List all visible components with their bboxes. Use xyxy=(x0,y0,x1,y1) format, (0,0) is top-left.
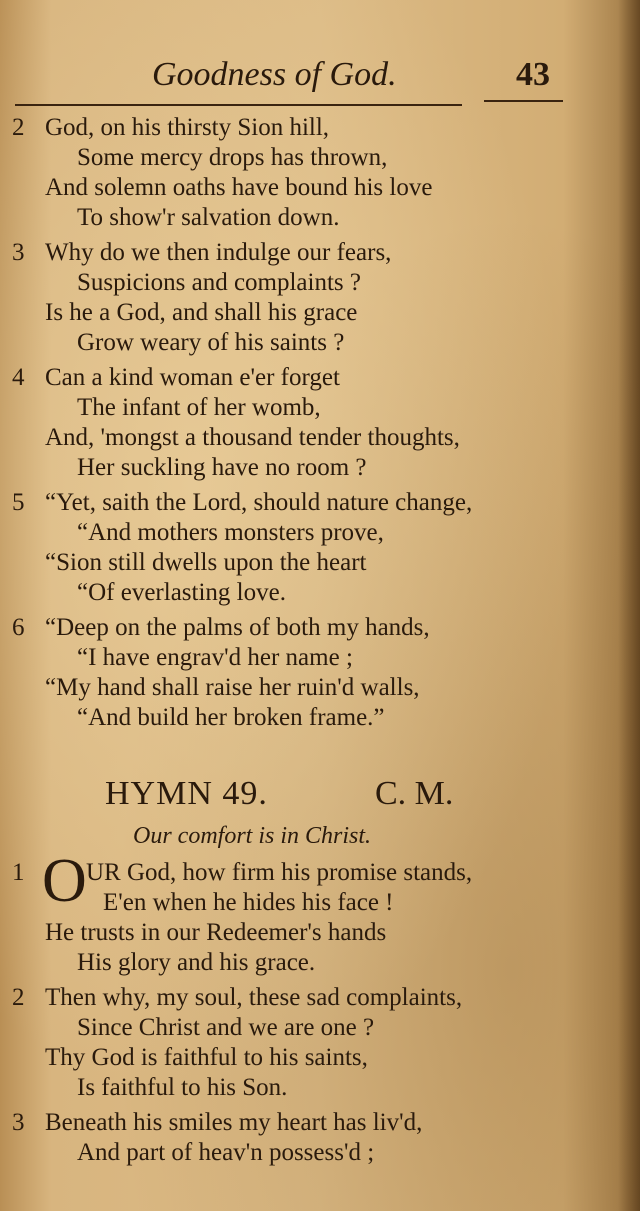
verse-line: “Sion still dwells upon the heart xyxy=(45,549,367,576)
verse-number: 5 xyxy=(12,489,25,516)
drop-cap: O xyxy=(42,847,87,915)
verse-line: Thy God is faithful to his saints, xyxy=(45,1044,368,1071)
verse-number: 1 xyxy=(12,859,25,886)
verse-line: “My hand shall raise her ruin'd walls, xyxy=(45,674,420,701)
verse-line: Is faithful to his Son. xyxy=(77,1074,288,1101)
verse-number: 2 xyxy=(12,984,25,1011)
verse-line: UR God, how firm his promise stands, xyxy=(86,859,473,886)
verse-line: E'en when he hides his face ! xyxy=(103,889,394,916)
verse-line: Some mercy drops has thrown, xyxy=(77,144,388,171)
verse-line: “Yet, saith the Lord, should nature change, xyxy=(45,489,473,516)
verse-line: Why do we then indulge our fears, xyxy=(45,239,392,266)
verse-line: Grow weary of his saints ? xyxy=(77,329,345,356)
verse-line: “I have engrav'd her name ; xyxy=(77,644,353,671)
hymn-number: HYMN 49. xyxy=(105,775,268,812)
verse-line: And, 'mongst a thousand tender thoughts, xyxy=(45,424,460,451)
verse-line: God, on his thirsty Sion hill, xyxy=(45,114,330,141)
verse-number: 6 xyxy=(12,614,25,641)
verse-line: To show'r salvation down. xyxy=(77,204,340,231)
running-title: Goodness of God. xyxy=(152,56,397,93)
verse-number: 2 xyxy=(12,114,25,141)
verse-line: Her suckling have no room ? xyxy=(77,454,367,481)
verse-line: “Deep on the palms of both my hands, xyxy=(45,614,430,641)
verse-line: Beneath his smiles my heart has liv'd, xyxy=(45,1109,423,1136)
verse-line: Can a kind woman e'er forget xyxy=(45,364,340,391)
hymn-meter: C. M. xyxy=(375,775,454,812)
verse-line: Suspicions and complaints ? xyxy=(77,269,361,296)
verse-line: The infant of her womb, xyxy=(77,394,321,421)
verse-line: “And mothers monsters prove, xyxy=(77,519,384,546)
verse-line: His glory and his grace. xyxy=(77,949,316,976)
verse-line: “Of everlasting love. xyxy=(77,579,286,606)
hymn-subtitle: Our comfort is in Christ. xyxy=(133,823,372,849)
verse-line: And part of heav'n possess'd ; xyxy=(77,1139,375,1166)
verse-line: He trusts in our Redeemer's hands xyxy=(45,919,387,946)
verse-line: Then why, my soul, these sad complaints, xyxy=(45,984,463,1011)
verse-number: 4 xyxy=(12,364,25,391)
verse-line: Is he a God, and shall his grace xyxy=(45,299,358,326)
page-header xyxy=(0,52,640,102)
verse-line: And solemn oaths have bound his love xyxy=(45,174,433,201)
header-rule-left xyxy=(15,104,462,106)
page-number: 43 xyxy=(516,56,550,93)
page-edge-shadow xyxy=(618,0,640,1211)
verse-line: Since Christ and we are one ? xyxy=(77,1014,375,1041)
verse-number: 3 xyxy=(12,239,25,266)
verse-line: “And build her broken frame.” xyxy=(77,704,385,731)
verse-number: 3 xyxy=(12,1109,25,1136)
header-rule-right xyxy=(484,100,563,102)
